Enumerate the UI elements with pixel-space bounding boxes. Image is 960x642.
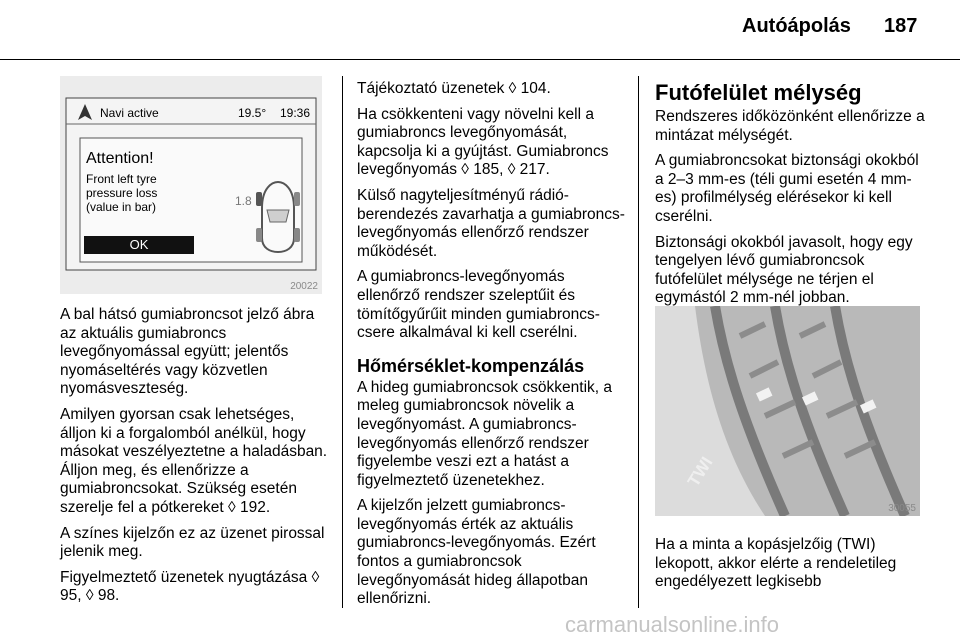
chapter-title: Autóápolás <box>742 15 851 37</box>
pressure-value: 1.8 <box>235 194 252 208</box>
clock-readout: 19:36 <box>280 106 311 120</box>
warning-line-1: Front left tyre <box>86 172 157 186</box>
paragraph: Amilyen gyorsan csak lehetséges, álljon ki a forgalomból anélkül, hogy másokat veszélyeztetne a haladásban. Álljon meg, és ellenőrizze a gumiabroncsokat. Szükség esetén szerelje fel a pótkereket ◊ 192. <box>60 405 328 516</box>
attention-title: Attention! <box>86 150 154 167</box>
paragraph: A hideg gumiabroncsok csökkentik, a meleg gumiabroncsok növelik a levegőnyomást. A gumiabroncs-levegőnyomás ellenőrző rendszer figyelembe veszi ezt a hatást a figyelmeztető üzenetekhez. <box>357 378 613 489</box>
twi-marking: TWI <box>683 453 717 490</box>
section-heading: Hőmérséklet-kompenzálás <box>357 355 585 376</box>
section-heading: Futófelület mélység <box>655 80 862 105</box>
column-divider-1 <box>342 76 343 608</box>
column-3-lower-text <box>655 536 930 599</box>
paragraph: A színes kijelzőn ez az üzenet pirossal jelenik meg. <box>60 524 325 561</box>
figure-code: 20022 <box>290 281 318 292</box>
paragraph: Tájékoztató üzenetek ◊ 104. <box>357 80 551 97</box>
temperature-readout: 19.5° <box>238 106 267 120</box>
paragraph: Biztonsági okokból javasolt, hogy egy tengelyen lévő gumiabroncsok futófelület mélysége ne térjen el egymástól 2 mm-nél jobban. <box>655 233 913 307</box>
watermark: carmanualsonline.info <box>565 612 780 637</box>
paragraph: Ha a minta a kopásjelzőig (TWI) lekopott, akkor elérte a rendeletileg engedélyezett legkisebb <box>655 536 897 591</box>
column-3-text <box>655 80 930 315</box>
tread-wear-figure <box>655 306 920 516</box>
paragraph: A gumiabroncs-levegőnyomás ellenőrző rendszer szeleptűit és tömítőgyűrűit minden gumiabroncs-csere alkalmával ki kell cserélni. <box>357 268 600 342</box>
figure-code: 30055 <box>888 503 916 514</box>
tpms-display-figure <box>60 76 322 294</box>
warning-line-2: pressure loss <box>86 186 158 200</box>
paragraph: A bal hátsó gumiabroncsot jelző ábra az aktuális gumiabroncs levegőnyomással együtt; jelentős nyomáseltérés vagy közvetlen nyomásveszteség. <box>60 306 315 398</box>
column-divider-2 <box>638 76 639 608</box>
header-divider <box>0 59 960 60</box>
front-left-tyre-icon <box>256 192 262 206</box>
page-number: 187 <box>884 15 918 37</box>
paragraph: A gumiabroncsokat biztonsági okokból a 2–3 mm-es (téli gumi esetén 4 mm-es) profilmélység elérésekor ki kell cserélni. <box>655 152 919 225</box>
column-1-text <box>60 306 328 613</box>
paragraph: Ha csökkenteni vagy növelni kell a gumiabroncs levegőnyomását, kapcsolja ki a gyújtást. Gumiabroncs levegőnyomás ◊ 185, ◊ 217. <box>357 105 609 179</box>
paragraph: Rendszeres időközönként ellenőrizze a mintázat mélységét. <box>655 108 925 144</box>
nav-status-label: Navi active <box>100 106 159 120</box>
warning-line-3: (value in bar) <box>86 200 157 214</box>
paragraph: Külső nagyteljesítményű rádió-berendezés zavarhatja a gumiabroncs-levegőnyomás ellenőrző rendszer működését. <box>357 186 625 260</box>
column-2-text <box>357 80 629 616</box>
paragraph: A kijelzőn jelzett gumiabroncs-levegőnyomás érték az aktuális gumiabroncs-levegőnyomás. Ezért fontos a gumiabroncsok levegőnyomását hideg állapotban ellenőrizni. <box>357 497 596 608</box>
paragraph: Figyelmeztető üzenetek nyugtázása ◊ 95, ◊ 98. <box>60 568 320 605</box>
ok-button-label: OK <box>129 237 149 252</box>
